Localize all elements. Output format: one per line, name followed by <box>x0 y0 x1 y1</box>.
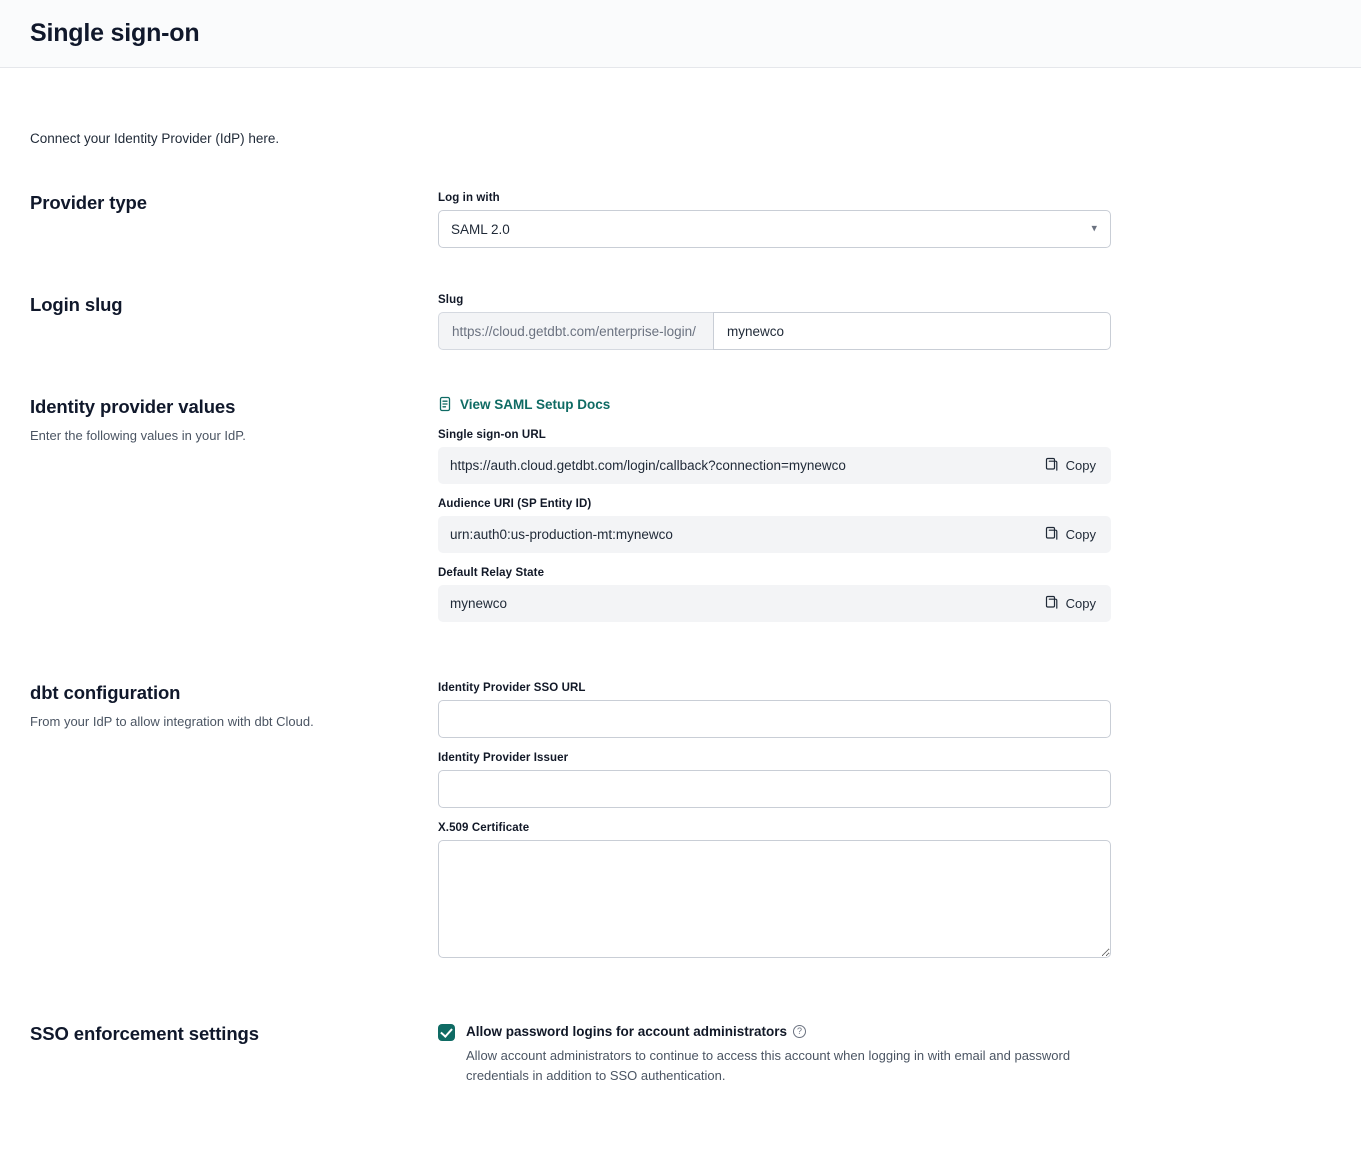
page-content <box>0 131 1361 1086</box>
login-with-selected-value: SAML 2.0 <box>451 221 510 237</box>
section-dbt-config-right <box>438 682 1111 977</box>
slug-input-group <box>438 312 1111 350</box>
copy-audience-uri-label: Copy <box>1065 527 1096 542</box>
section-login-slug-right <box>438 294 1111 350</box>
slug-label: Slug <box>438 294 464 306</box>
allow-password-logins-text <box>466 1023 1106 1086</box>
sso-url-label: Single sign-on URL <box>438 429 546 441</box>
sso-url-row <box>438 447 1111 484</box>
copy-icon <box>1045 457 1059 475</box>
copy-block-sso-url <box>438 429 1111 484</box>
section-provider-type <box>30 192 1331 248</box>
document-icon <box>438 396 452 412</box>
default-relay-state-label: Default Relay State <box>438 567 545 579</box>
slug-prefix: https://cloud.getdbt.com/enterprise-login/ <box>438 312 713 350</box>
section-dbt-config-title: dbt configuration <box>30 682 181 703</box>
copy-block-audience-uri <box>438 498 1111 553</box>
chevron-down-icon: ▾ <box>1091 222 1097 235</box>
page-title: Single sign-on <box>30 19 200 47</box>
section-idp-values-subtitle: Enter the following values in your IdP. <box>30 428 246 443</box>
section-idp-values-right <box>438 396 1111 636</box>
copy-icon <box>1045 526 1059 544</box>
login-with-select[interactable] <box>438 210 1111 248</box>
default-relay-state-row <box>438 585 1111 622</box>
slug-input[interactable] <box>713 312 1111 350</box>
login-with-select-wrap <box>438 210 1111 248</box>
audience-uri-row <box>438 516 1111 553</box>
section-provider-type-title: Provider type <box>30 192 147 213</box>
idp-sso-url-block <box>438 682 1111 738</box>
section-login-slug-title: Login slug <box>30 294 123 315</box>
default-relay-state-value: mynewco <box>450 596 508 611</box>
section-idp-values-title: Identity provider values <box>30 396 236 417</box>
login-with-label: Log in with <box>438 192 500 204</box>
allow-password-logins-row <box>438 1023 1111 1086</box>
x509-certificate-block <box>438 822 1111 963</box>
section-identity-provider-values <box>30 396 1331 636</box>
allow-password-logins-checkbox[interactable] <box>438 1024 455 1041</box>
view-saml-setup-docs-link[interactable] <box>438 396 610 412</box>
idp-sso-url-label: Identity Provider SSO URL <box>438 682 586 694</box>
section-dbt-config-left <box>30 682 438 977</box>
section-provider-type-left <box>30 192 438 248</box>
view-saml-setup-docs-label: View SAML Setup Docs <box>460 396 611 412</box>
x509-certificate-label: X.509 Certificate <box>438 822 530 834</box>
idp-sso-url-input[interactable] <box>438 700 1111 738</box>
intro-text: Connect your Identity Provider (IdP) here. <box>30 131 280 146</box>
section-sso-enforcement <box>30 1023 1331 1086</box>
audience-uri-label: Audience URI (SP Entity ID) <box>438 498 592 510</box>
copy-default-relay-state-label: Copy <box>1065 596 1096 611</box>
allow-password-logins-label: Allow password logins for account administrators <box>466 1024 788 1039</box>
help-circle-icon[interactable]: ? <box>793 1025 806 1038</box>
copy-icon <box>1045 595 1059 613</box>
idp-issuer-block <box>438 752 1111 808</box>
page-header <box>0 0 1361 68</box>
copy-audience-uri-button[interactable] <box>1042 526 1099 544</box>
idp-issuer-input[interactable] <box>438 770 1111 808</box>
section-sso-enforcement-right <box>438 1023 1111 1086</box>
copy-sso-url-label: Copy <box>1065 458 1096 473</box>
x509-certificate-textarea[interactable] <box>438 840 1111 958</box>
allow-password-logins-description: Allow account administrators to continue to access this account when logging in with email and password credentials in addition to SSO authentication. <box>466 1048 1071 1084</box>
audience-uri-value: urn:auth0:us-production-mt:mynewco <box>450 527 673 542</box>
allow-password-logins-label-wrap <box>466 1024 806 1039</box>
idp-issuer-label: Identity Provider Issuer <box>438 752 569 764</box>
section-login-slug <box>30 294 1331 350</box>
section-login-slug-left <box>30 294 438 350</box>
section-dbt-config-subtitle: From your IdP to allow integration with dbt Cloud. <box>30 714 314 729</box>
section-provider-type-right <box>438 192 1111 248</box>
section-sso-enforcement-title: SSO enforcement settings <box>30 1023 259 1044</box>
copy-sso-url-button[interactable] <box>1042 457 1099 475</box>
section-sso-enforcement-left <box>30 1023 438 1086</box>
section-idp-values-left <box>30 396 438 636</box>
copy-block-default-relay-state <box>438 567 1111 622</box>
sso-url-value: https://auth.cloud.getdbt.com/login/callback?connection=mynewco <box>450 458 846 473</box>
section-dbt-configuration <box>30 682 1331 977</box>
copy-default-relay-state-button[interactable] <box>1042 595 1099 613</box>
